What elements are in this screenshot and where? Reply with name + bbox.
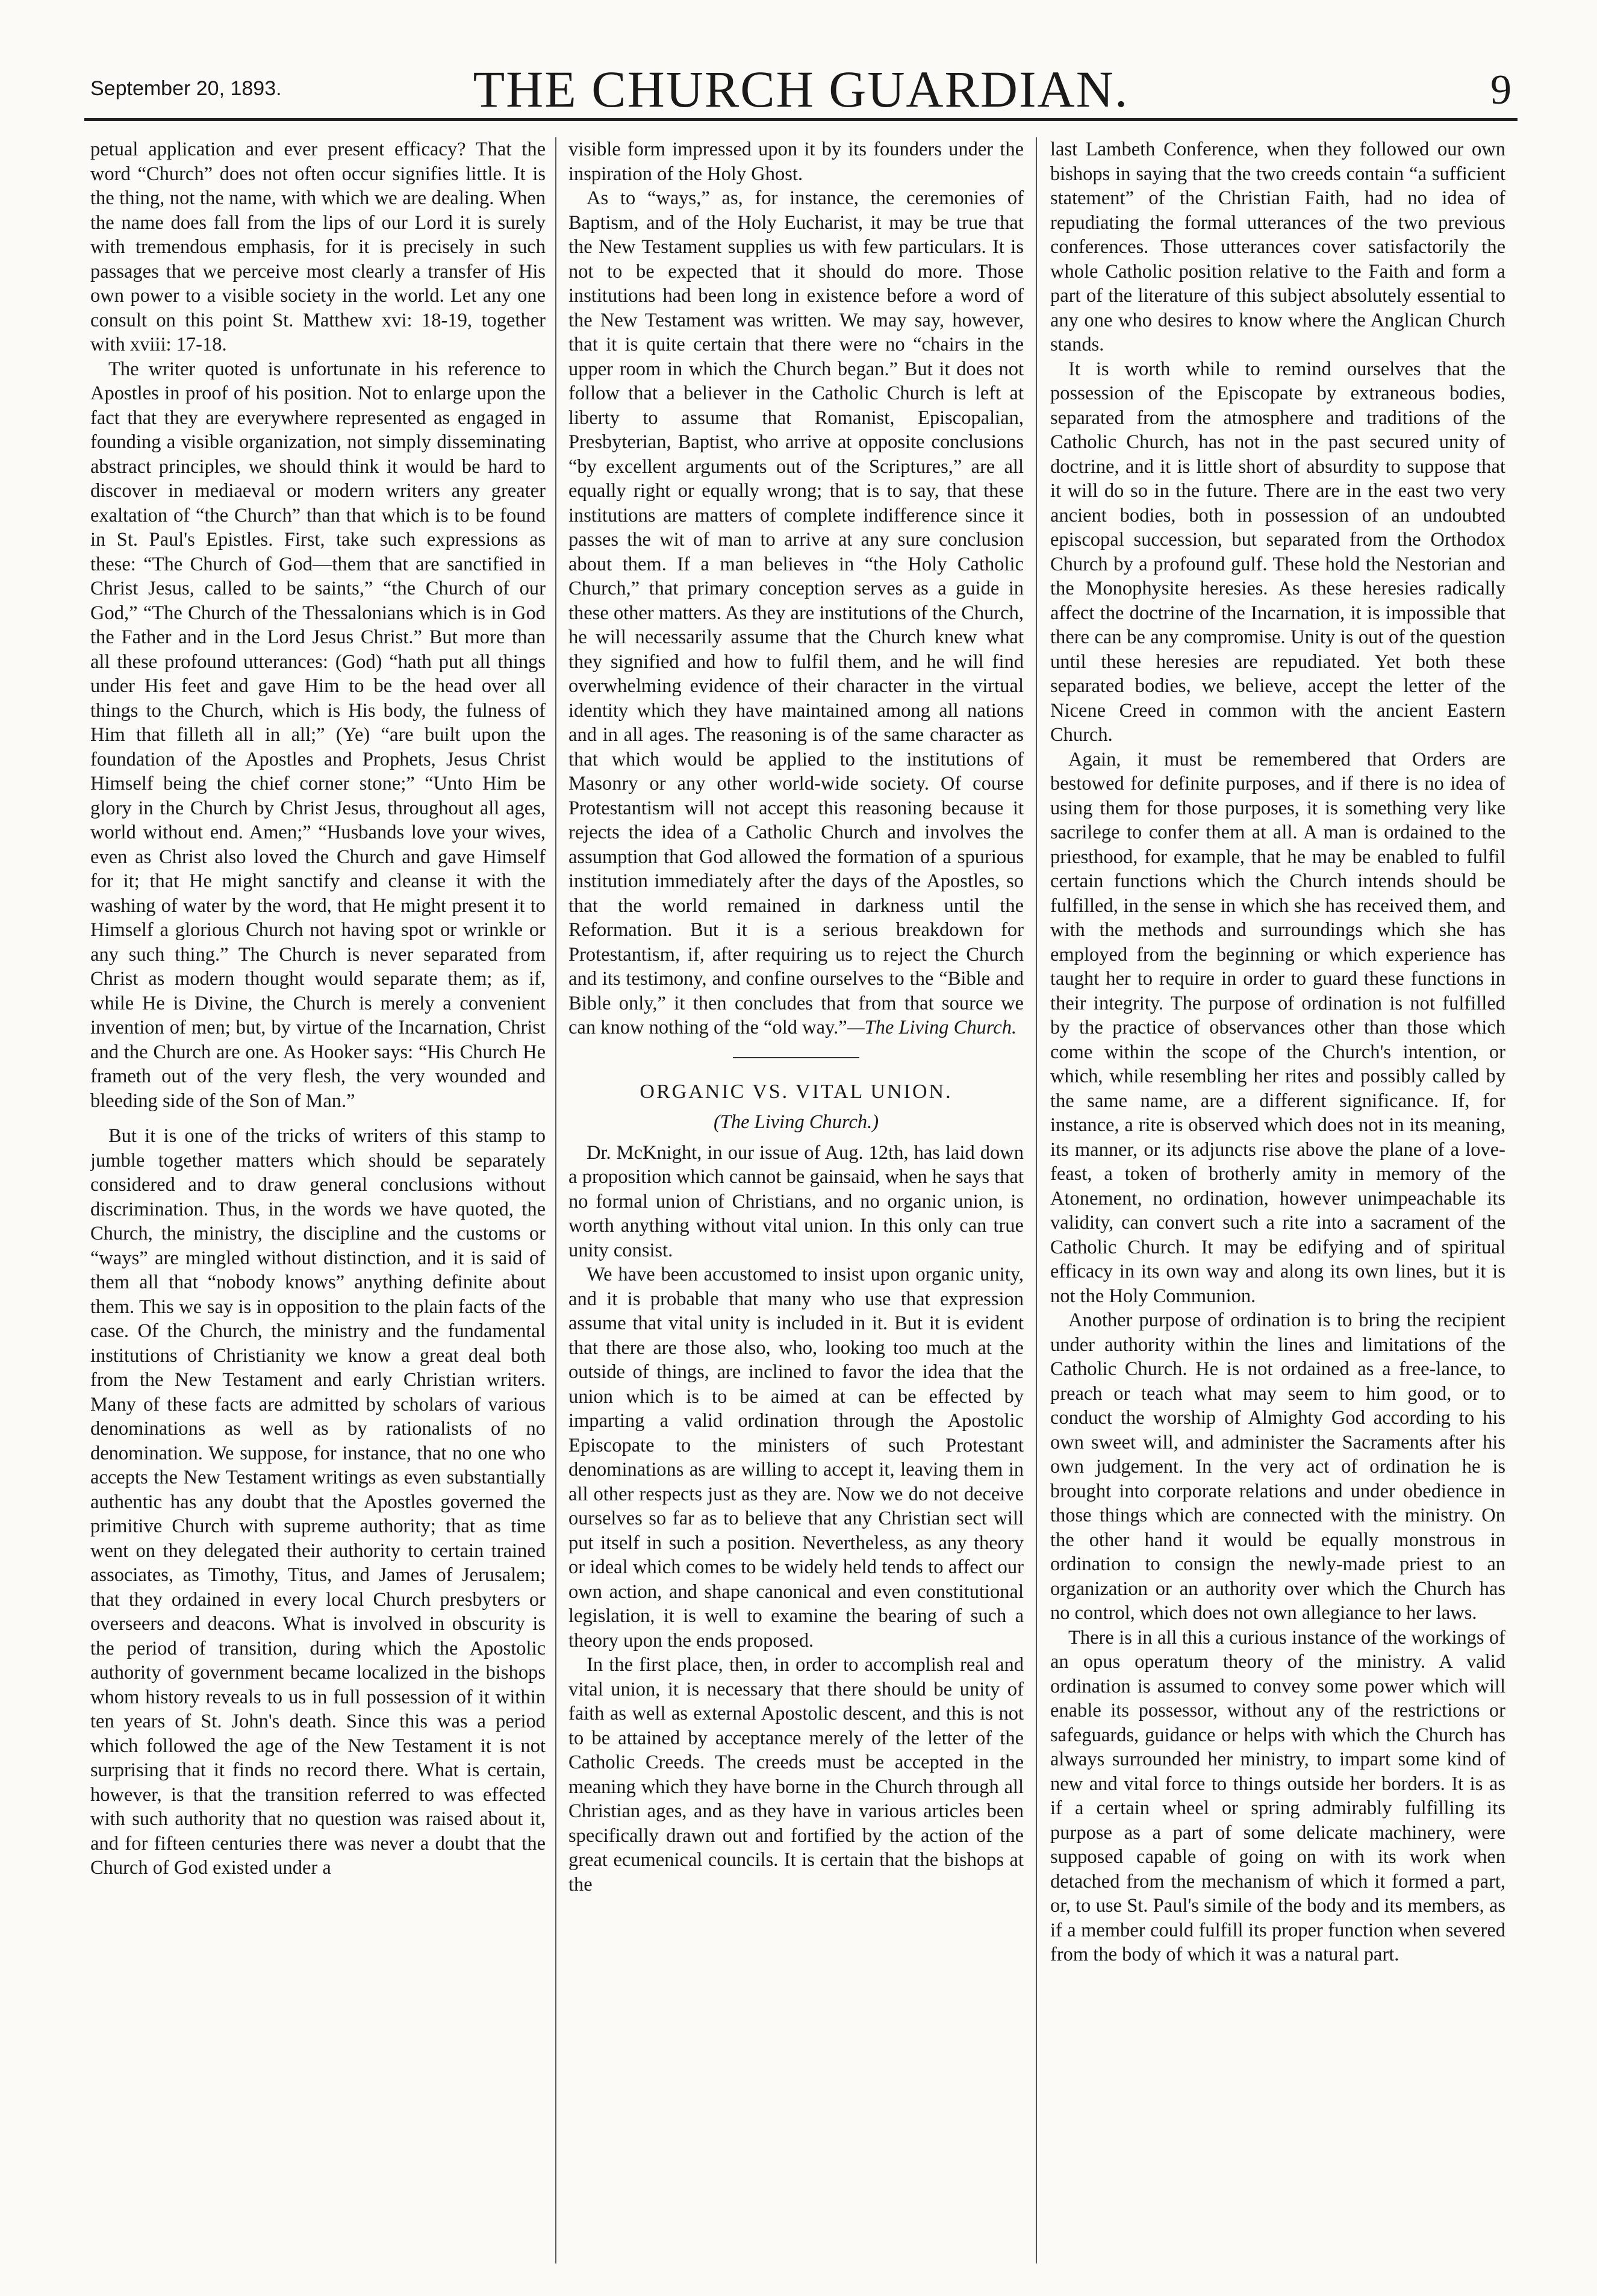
page-number: 9 <box>1490 67 1511 113</box>
paragraph: The writer quoted is unfortunate in his reference to Apostles in proof of his position. Not to enlarge upon the fact that they are everywhere represented as engaged in founding a visible organization, not simply disseminating abstract principles, we should think it would be hard to discover in mediaeval or modern writers any greater exaltation of “the Church” than that which is to be found in St. Paul's Epistles. First, take such expressions as these: “The Church of God—them that are sanctified in Christ Jesus, called to be saints,” “the Church of our God,” “The Church of the Thessalonians which is in God the Father and in the Lord Jesus Christ.” But more than all these profound utterances: (God) “hath put all things under His feet and gave Him to be the head over all things to the Church, which is His body, the fulness of Him that filleth all in all;” (Ye) “are built upon the foundation of the Apostles and Prophets, Jesus Christ Himself being the chief corner stone;” “Unto Him be glory in the Church by Christ Jesus, throughout all ages, world without end. Amen;” “Husbands love your wives, even as Christ also loved the Church and gave Himself for it; that He might sanctify and cleanse it with the washing of water by the word, that He might present it to Himself a glorious Church not having spot or wrinkle or any such thing.” The Church is never separated from Christ as modern thought would separate them; as if, while He is Divine, the Church is merely a convenient invention of men; but, by virtue of the Incarnation, Christ and the Church are one. As Hooker says: “His Church He frameth out of the very flesh, the very wounded and bleeding side of the Son of Man.” <box>90 358 546 1112</box>
source-credit: —The Living Church. <box>847 1017 1017 1038</box>
paragraph-text: As to “ways,” as, for instance, the ceremonies of Baptism, and of the Holy Eucharist, it may be true that the New Testament supplies us with few particulars. It is not to be expected that it should do more. Those institutions had been long in existence before a word of the New Testament was written. We may say, however, that it is quite certain that there were no “chairs in the upper room in which the Church began.” But it does not follow that a believer in the Catholic Church is left at liberty to assume that Romanist, Episcopalian, Presbyterian, Baptist, who arrive at opposite conclusions “by excellent arguments out of the Scriptures,” are all equally right or equally wrong; that is to say, that these institutions are matters of complete indifference since it passes the wit of man to arrive at any sure conclusion about them. If a man believes in “the Holy Catholic Church,” that primary conception serves as a guide in these other matters. As they are institutions of the Church, he will necessarily assume that the Church knew what they signified and how to fulfil them, and he will find overwhelming evidence of their character in the virtual identity which they have maintained among all nations and in all ages. The reasoning is of the same character as that which would be applied to the institutions of Masonry or any other world-wide society. Of course Protestantism will not accept this reasoning because it rejects the idea of a Catholic Church and involves the assumption that God allowed the formation of a spurious institution immediately after the days of the Apostles, so that the world remained in darkness until the Reformation. But it is a serious breakdown for Protestantism, if, after requiring us to reject the Church and its testimony, and confine ourselves to the “Bible and Bible only,” it then concludes that from that source we can know nothing of the “old way.” <box>568 187 1024 1038</box>
paragraph: petual application and ever present efficacy? That the word “Church” does not often occur signifies little. It is the thing, not the name, with which we are dealing. When the name does fall from the lips of our Lord it is surely with tremendous emphasis, for it is precisely in such passages that we perceive most clearly a transfer of His own power to a visible society in the world. Let any one consult on this point St. Matthew xvi: 18-19, together with xviii: 17-18. <box>90 139 546 355</box>
column-divider <box>555 137 556 2263</box>
article-source: (The Living Church.) <box>713 1111 879 1133</box>
paragraph: It is worth while to remind ourselves that the possession of the Episcopate by extraneous bodies, separated from the atmosphere and traditions of the Catholic Church, has not in the past secured unity of doctrine, and it is little short of absurdity to suppose that it will do so in the future. There are in the east two very ancient bodies, both in possession of an undoubted episcopal succession, but separated from the Orthodox Church by a profound gulf. These hold the Nestorian and the Monophysite heresies. As these heresies radically affect the doctrine of the Incarnation, it is impossible that there can be any compromise. Unity is out of the question until these heresies are repudiated. Yet both these separated bodies, we believe, accept the letter of the Nicene Creed in common with the ancient Eastern Church. <box>1050 358 1505 746</box>
paragraph: last Lambeth Conference, when they followed our own bishops in saying that the two creeds contain “a sufficient statement” of the Christian Faith, had no idea of repudiating the formal utterances of the two previous conferences. Those utterances cover satisfactorily the whole Catholic position relative to the Faith and form a part of the literature of this subject absolutely essential to any one who desires to know where the Anglican Church stands. <box>1050 139 1505 355</box>
paragraph: There is in all this a curious instance of the workings of an opus operatum theory of the ministry. A valid ordination is assumed to convey some power which will enable its possessor, without any of the restrictions or safeguards, guidance or helps with which the Church has always surrounded her ministry, to impart some kind of new and vital force to things outside her borders. It is as if a certain wheel or spring admirably fulfilling its purpose as a part of some delicate machinery, were supposed capable of going on with its work when detached from the mechanism of which it formed a part, or, to use St. Paul's simile of the body and its members, as if a member could fulfill its proper function when severed from the body of which it was a natural part. <box>1050 1626 1505 1965</box>
paragraph: Another purpose of ordination is to bring the recipient under authority within the lines and limitations of the Catholic Church. He is not ordained as a free-lance, to preach or teach what may seem to him good, or to conduct the worship of Almighty God according to his own sweet will, and administer the Sacraments after his own judgement. In the very act of ordination he is brought into corporate relations and under obedience in those things which are connected with the ministry. On the other hand it would be equally monstrous in ordination to consign the newly-made priest to an organization or an authority over which the Church has no control, which does not own allegiance to her laws. <box>1050 1309 1505 1624</box>
issue-date: September 20, 1893. <box>90 77 282 100</box>
paragraph: In the first place, then, in order to accomplish real and vital union, it is necessary that there should be unity of faith as well as external Apostolic descent, and this is not to be attained by acceptance merely of the letter of the Catholic Creeds. The creeds must be accepted in the meaning which they have borne in the Church through all Christian ages, and as they have in various articles been specifically drawn out and fortified by the action of the great ecumenical councils. It is certain that the bishops at the <box>568 1654 1024 1895</box>
article-heading: ORGANIC VS. VITAL UNION. <box>640 1080 953 1103</box>
paragraph: We have been accustomed to insist upon organic unity, and it is probable that many who use that expression assume that vital unity is included in it. But it is evident that there are those also, who, looking too much at the outside of things, are inclined to favor the idea that the union which is to be aimed at can be effected by imparting a valid ordination through the Apostolic Episcopate to the ministers of such Protestant denominations as are willing to accept it, leaving them in all other respects just as they are. Now we do not deceive ourselves so far as to believe that any Christian sect will put itself in such a position. Nevertheless, as any theory or ideal which comes to be widely held tends to affect our own action, and shape canonical and even constitutional legislation, it is well to examine the bearing of such a theory upon the ends proposed. <box>568 1264 1024 1652</box>
paragraph <box>568 186 1024 1040</box>
column-2 <box>568 137 1024 2263</box>
masthead <box>90 48 1511 118</box>
column-3 <box>1050 137 1505 2263</box>
paragraph: But it is one of the tricks of writers of this stamp to jumble together matters which should be separately considered and to draw general conclusions without discrimination. Thus, in the words we have quoted, the Church, the ministry, the discipline and the customs or “ways” are mingled without distinction, and it is said of them all that “nobody knows” anything definite about them. This we say is in opposition to the plain facts of the case. Of the Church, the ministry and the fundamental institutions of Christianity we know a great deal both from the New Testament and early Christian writers. Many of these facts are admitted by scholars of various denominations as well as by rationalists of no denomination. We suppose, for instance, that no one who accepts the New Testament writings as even substantially authentic has any doubt that the Apostles governed the primitive Church with supreme authority; that as time went on they delegated their authority to certain trained associates, as Timothy, Titus, and James of Jerusalem; that they ordained in every local Church presbyters or overseers and deacons. What is involved in obscurity is the period of transition, during which the Apostolic authority of government became localized in the bishops whom history reveals to us in full possession of it within ten years of St. John's death. Since this was a period which followed the age of the New Testament it is not surprising that it finds no record there. What is certain, however, is that the transition referred to was effected with such authority that no question was raised about it, and for fifteen centuries there was never a doubt that the Church of God existed under a <box>90 1125 546 1879</box>
newspaper-title: THE CHURCH GUARDIAN. <box>473 60 1129 118</box>
column-divider <box>1036 137 1037 2263</box>
section-divider <box>733 1057 859 1058</box>
paragraph: Dr. McKnight, in our issue of Aug. 12th, has laid down a proposition which cannot be gainsaid, when he says that no formal union of Christians, and no organic union, is worth anything without vital union. In this only can true unity consist. <box>568 1141 1024 1261</box>
paragraph: Again, it must be remembered that Orders are bestowed for definite purposes, and if there is no idea of using them for those purposes, it is something very like sacrilege to confer them at all. A man is ordained to the priesthood, for example, that he may be enabled to fulfil certain functions which the Church intends should be fulfilled, in the sense in which she has received them, and with the methods and surroundings which she has employed from the beginning or which experience has taught her to require in order to guard these functions in their integrity. The purpose of ordination is not fulfilled by the practice of observances other than those which come within the scope of the Church's intention, or which, while resembling her rites and possibly called by the same name, are a different significance. If, for instance, a rite is observed which does not in its meaning, its manner, or its adjuncts rise above the plane of a love-feast, a token of brotherly amity in memory of the Atonement, no ordination, however unimpeachable its validity, can convert such a rite into a sacrament of the Catholic Church. It may be edifying and of spiritual efficacy in its own way and along its own lines, but it is not the Holy Communion. <box>1050 748 1505 1307</box>
paragraph: visible form impressed upon it by its founders under the inspiration of the Holy Ghost. <box>568 139 1024 185</box>
masthead-rule <box>84 118 1518 121</box>
column-1 <box>90 137 546 2263</box>
